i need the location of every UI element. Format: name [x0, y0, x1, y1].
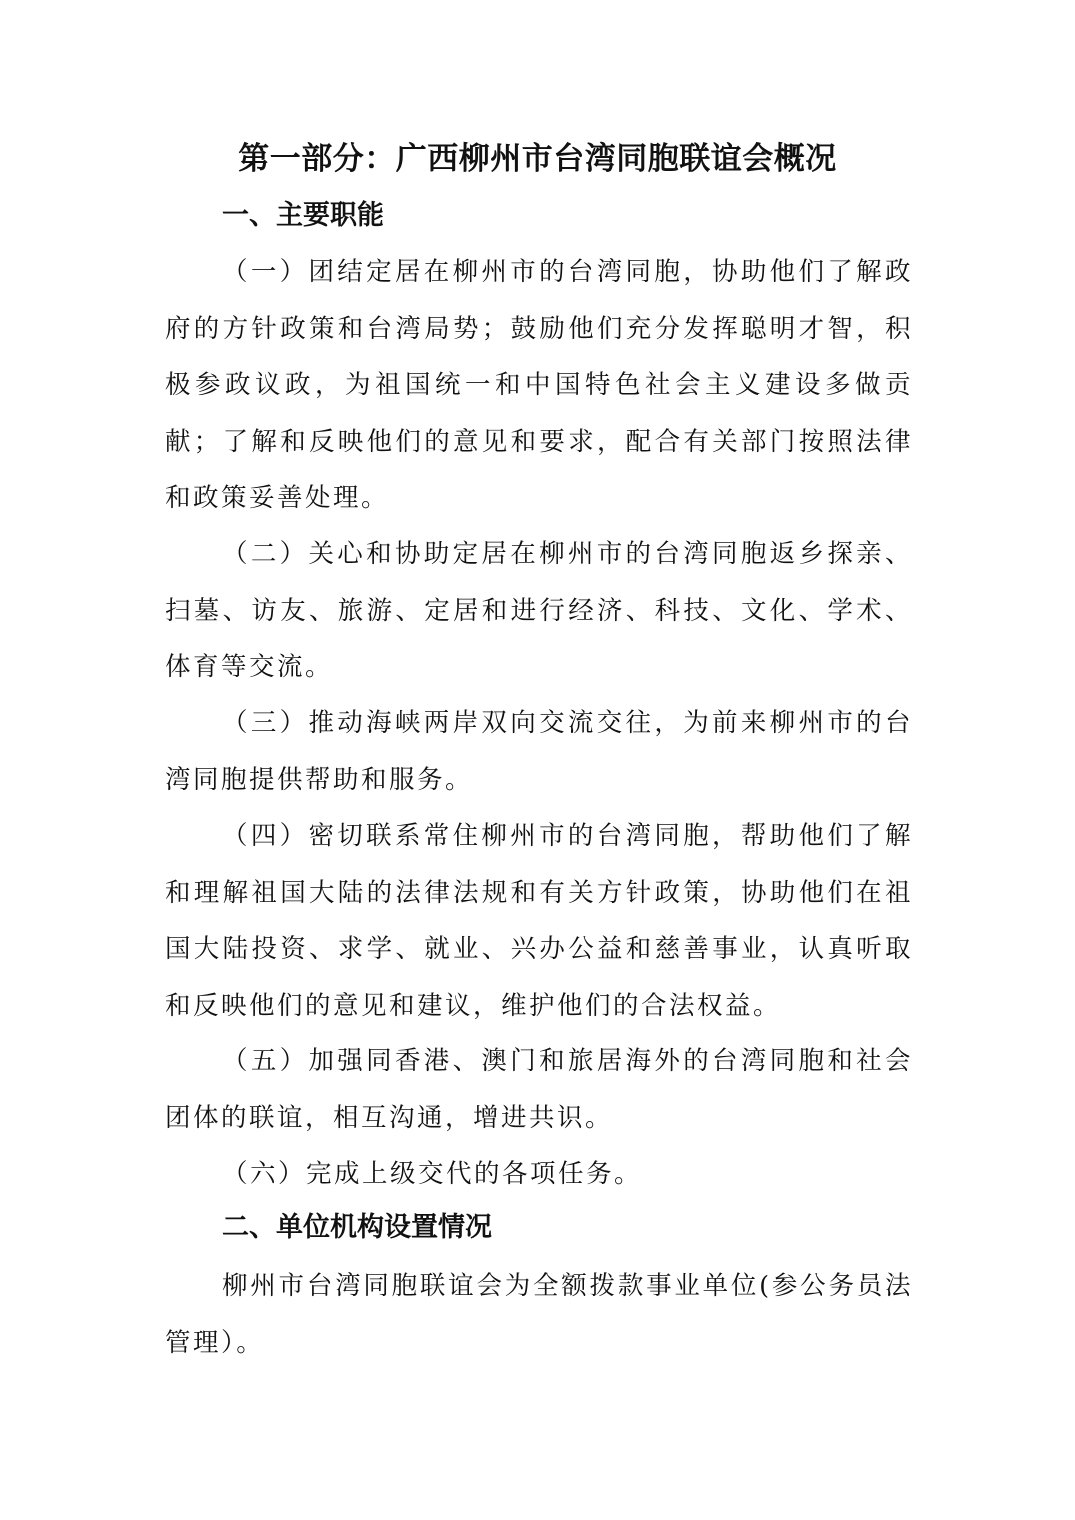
- paragraph-function-6: （六）完成上级交代的各项任务。: [222, 1159, 643, 1189]
- paragraph-function-1: （一）团结定居在柳州市的台湾同胞，协助他们了解政府的方针政策和台湾局势；鼓励他们充分发挥聪明才智，积极参政议政，为祖国统一和中国特色社会主义建设多做贡献；了解和反映他们的意见和要求，配合有关部门按照法律和政策妥善处理。: [165, 257, 913, 513]
- page-title: 第一部分：广西柳州市台湾同胞联谊会概况: [238, 141, 837, 177]
- section-heading-main-functions: 一、主要职能: [222, 200, 384, 231]
- paragraph-function-4: （四）密切联系常住柳州市的台湾同胞，帮助他们了解和理解祖国大陆的法律法规和有关方针政策，协助他们在祖国大陆投资、求学、就业、兴办公益和慈善事业，认真听取和反映他们的意见和建议，维护他们的合法权益。: [165, 821, 913, 1021]
- paragraph-function-3: （三）推动海峡两岸双向交流交往，为前来柳州市的台湾同胞提供帮助和服务。: [165, 708, 913, 795]
- paragraph-function-2: （二）关心和协助定居在柳州市的台湾同胞返乡探亲、扫墓、访友、旅游、定居和进行经济、科技、文化、学术、体育等交流。: [165, 539, 913, 682]
- paragraph-organization: 柳州市台湾同胞联谊会为全额拨款事业单位(参公务员法管理）。: [165, 1271, 913, 1358]
- section-heading-organization: 二、单位机构设置情况: [222, 1212, 492, 1243]
- paragraph-function-5: （五）加强同香港、澳门和旅居海外的台湾同胞和社会团体的联谊，相互沟通，增进共识。: [165, 1046, 913, 1133]
